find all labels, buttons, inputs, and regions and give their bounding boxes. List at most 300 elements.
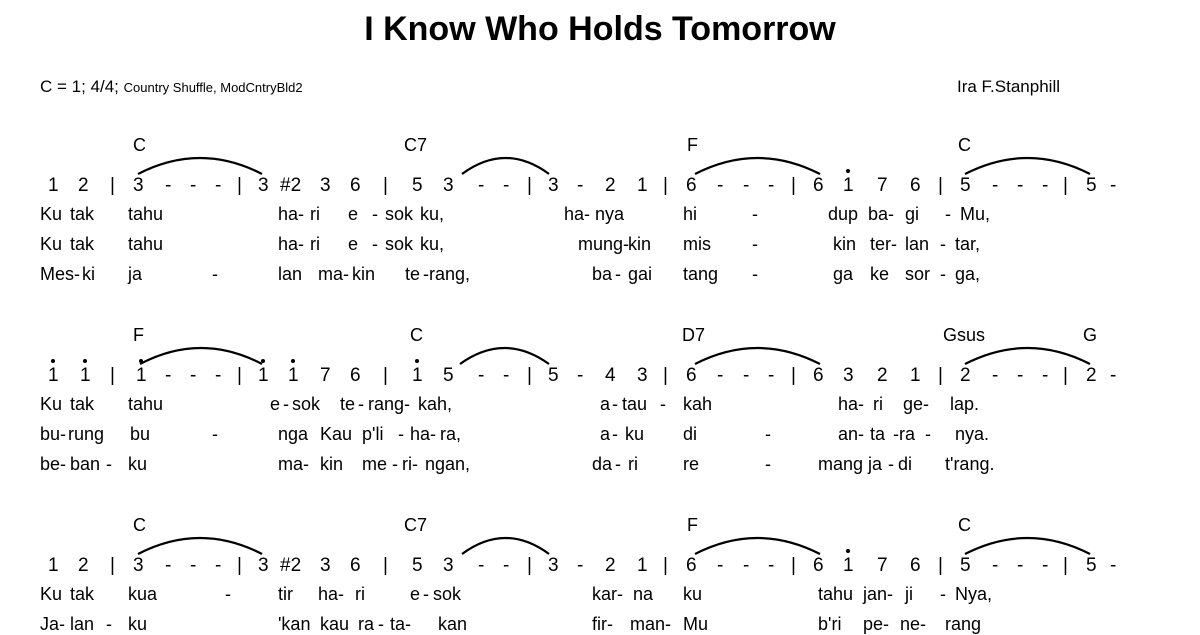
lyric-syllable: bu bbox=[130, 424, 151, 444]
slur bbox=[965, 348, 1090, 364]
lyric-syllable: jan- bbox=[863, 584, 894, 604]
octave-dot-above bbox=[415, 359, 419, 363]
lyric-syllable: -rang, bbox=[423, 264, 471, 284]
composer: Ira F.Stanphill bbox=[957, 77, 1060, 96]
note-number: 5 bbox=[1086, 555, 1097, 576]
lyric-syllable: ban bbox=[70, 454, 101, 474]
note-number: #2 bbox=[280, 175, 302, 196]
note-number: - bbox=[743, 555, 750, 576]
lyric-syllable: - bbox=[612, 394, 618, 414]
note-number: - bbox=[1110, 555, 1117, 576]
lyric-syllable: lan bbox=[278, 264, 303, 284]
lyric-syllable: sor bbox=[905, 264, 931, 284]
lyric-syllable: kah bbox=[683, 394, 713, 414]
lyric-syllable: ra, bbox=[440, 424, 462, 444]
bar-line: | bbox=[663, 365, 668, 386]
lyric-syllable: ki bbox=[82, 264, 95, 284]
note-number: 1 bbox=[910, 365, 921, 386]
lyric-syllable: dup bbox=[828, 204, 859, 224]
note-number: 5 bbox=[960, 175, 971, 196]
lyric-syllable: ne- bbox=[900, 614, 927, 634]
lyric-syllable: -ra bbox=[893, 424, 915, 444]
octave-dot-above bbox=[261, 359, 265, 363]
lyric-syllable: a bbox=[600, 424, 611, 444]
note-number: - bbox=[165, 365, 172, 386]
lyric-syllable: - bbox=[615, 454, 621, 474]
lyric-syllable: Ja- bbox=[40, 614, 66, 634]
note-number: 2 bbox=[877, 365, 888, 386]
slur bbox=[695, 538, 820, 554]
note-number: - bbox=[478, 365, 485, 386]
bar-line: | bbox=[110, 175, 115, 196]
lyric-syllable: me bbox=[362, 454, 388, 474]
lyric-syllable: be- bbox=[40, 454, 67, 474]
lyric-syllable: ter- bbox=[870, 234, 897, 254]
lyric-syllable: ta bbox=[870, 424, 886, 444]
lyric-syllable: - bbox=[392, 454, 398, 474]
lyric-syllable: ge- bbox=[903, 394, 930, 414]
lyric-syllable: - bbox=[372, 234, 378, 254]
lyric-syllable: tang bbox=[683, 264, 719, 284]
note-number: 7 bbox=[877, 175, 888, 196]
lyric-syllable: ngan, bbox=[425, 454, 471, 474]
note-number: - bbox=[1017, 365, 1024, 386]
lyric-syllable: nya bbox=[595, 204, 625, 224]
bar-line: | bbox=[110, 555, 115, 576]
lyric-syllable: kar- bbox=[592, 584, 623, 604]
note-number: 2 bbox=[605, 555, 616, 576]
lyric-syllable: ke bbox=[870, 264, 890, 284]
lyric-syllable: - bbox=[752, 204, 758, 224]
note-number: 6 bbox=[910, 175, 921, 196]
lyric-syllable: mis bbox=[683, 234, 711, 254]
note-number: 1 bbox=[412, 365, 423, 386]
bar-line: | bbox=[791, 555, 796, 576]
slur bbox=[965, 158, 1090, 174]
bar-line: | bbox=[1063, 555, 1068, 576]
note-number: - bbox=[1017, 175, 1024, 196]
lyric-syllable: - bbox=[752, 234, 758, 254]
lyric-syllable: - bbox=[615, 264, 621, 284]
lyric-syllable: rang bbox=[945, 614, 982, 634]
note-number: 5 bbox=[412, 175, 423, 196]
lyric-syllable: - bbox=[398, 424, 404, 444]
lyric-syllable: tar, bbox=[955, 234, 981, 254]
lyric-syllable: - bbox=[612, 424, 618, 444]
lyric-syllable: - bbox=[212, 264, 218, 284]
note-number: - bbox=[190, 365, 197, 386]
note-number: 5 bbox=[412, 555, 423, 576]
chord-symbol: C7 bbox=[404, 515, 428, 535]
lyric-syllable: ri bbox=[310, 234, 320, 254]
lyric-syllable: kua bbox=[128, 584, 158, 604]
lyric-syllable: - bbox=[283, 394, 289, 414]
note-number: 1 bbox=[637, 555, 648, 576]
note-number: 6 bbox=[686, 365, 697, 386]
lyric-syllable: tir bbox=[278, 584, 293, 604]
lyric-syllable: - bbox=[945, 204, 951, 224]
note-number: 3 bbox=[320, 555, 331, 576]
chord-symbol: C bbox=[133, 515, 146, 535]
lyric-syllable: tau bbox=[622, 394, 648, 414]
note-number: 3 bbox=[843, 365, 854, 386]
octave-dot-above bbox=[139, 359, 143, 363]
chord-symbol: F bbox=[133, 325, 144, 345]
lyric-syllable: bu- bbox=[40, 424, 67, 444]
bar-line: | bbox=[237, 365, 242, 386]
bar-line: | bbox=[237, 175, 242, 196]
lyric-syllable: ku bbox=[683, 584, 703, 604]
note-number: 6 bbox=[686, 175, 697, 196]
note-number: - bbox=[215, 175, 222, 196]
lyric-syllable: fir- bbox=[592, 614, 613, 634]
lyric-syllable: ji bbox=[905, 584, 913, 604]
chord-symbol: C7 bbox=[404, 135, 428, 155]
lyric-syllable: ku, bbox=[420, 204, 445, 224]
lyric-syllable: kin bbox=[320, 454, 344, 474]
lyric-syllable: ha- bbox=[410, 424, 437, 444]
lyric-syllable: - bbox=[378, 614, 384, 634]
note-number: - bbox=[1042, 555, 1049, 576]
note-number: - bbox=[190, 555, 197, 576]
bar-line: | bbox=[938, 365, 943, 386]
lyric-syllable: ga bbox=[833, 264, 854, 284]
note-number: 3 bbox=[443, 555, 454, 576]
key-meter-text: C = 1; 4/4; bbox=[40, 77, 119, 96]
lyric-syllable: Ku bbox=[40, 234, 63, 254]
lyric-syllable: ha- bbox=[278, 204, 305, 224]
note-number: 3 bbox=[443, 175, 454, 196]
note-number: 3 bbox=[133, 555, 144, 576]
octave-dot-above bbox=[846, 169, 850, 173]
lyric-syllable: ja bbox=[868, 454, 883, 474]
slur bbox=[462, 158, 549, 174]
note-number: 6 bbox=[350, 365, 361, 386]
lyric-syllable: kin bbox=[628, 234, 652, 254]
bar-line: | bbox=[1063, 365, 1068, 386]
bar-line: | bbox=[237, 555, 242, 576]
note-number: - bbox=[992, 555, 999, 576]
note-number: 5 bbox=[443, 365, 454, 386]
note-number: 3 bbox=[258, 555, 269, 576]
note-number: 6 bbox=[813, 365, 824, 386]
note-number: #2 bbox=[280, 555, 302, 576]
note-number: 1 bbox=[637, 175, 648, 196]
lyric-syllable: - bbox=[940, 234, 946, 254]
chord-symbol: C bbox=[958, 135, 971, 155]
slur bbox=[140, 348, 262, 364]
lyric-syllable: tak bbox=[70, 584, 95, 604]
note-number: 6 bbox=[350, 555, 361, 576]
note-number: - bbox=[215, 365, 222, 386]
lyric-syllable: e bbox=[348, 204, 359, 224]
lyric-syllable: ri bbox=[628, 454, 638, 474]
lyric-syllable: kau bbox=[320, 614, 350, 634]
slur bbox=[460, 348, 549, 364]
note-number: 6 bbox=[910, 555, 921, 576]
note-number: - bbox=[992, 175, 999, 196]
note-number: 5 bbox=[960, 555, 971, 576]
lyric-syllable: Ku bbox=[40, 204, 63, 224]
bar-line: | bbox=[663, 175, 668, 196]
note-number: 1 bbox=[843, 555, 854, 576]
lyric-syllable: te bbox=[340, 394, 356, 414]
lyric-syllable: tak bbox=[70, 394, 95, 414]
note-number: 1 bbox=[48, 365, 59, 386]
note-number: 4 bbox=[605, 365, 616, 386]
lyric-syllable: ba bbox=[592, 264, 613, 284]
lyric-syllable: mang bbox=[818, 454, 864, 474]
lyric-syllable: na bbox=[633, 584, 654, 604]
lyric-syllable: an- bbox=[838, 424, 865, 444]
chord-symbol: C bbox=[410, 325, 423, 345]
bar-line: | bbox=[791, 175, 796, 196]
lyric-syllable: ku, bbox=[420, 234, 445, 254]
note-number: 3 bbox=[320, 175, 331, 196]
note-number: 6 bbox=[813, 555, 824, 576]
bar-line: | bbox=[383, 175, 388, 196]
lyric-syllable: Ku bbox=[40, 394, 63, 414]
chord-symbol: C bbox=[133, 135, 146, 155]
bar-line: | bbox=[383, 365, 388, 386]
lyric-syllable: - bbox=[752, 264, 758, 284]
note-number: 7 bbox=[877, 555, 888, 576]
lyric-syllable: di bbox=[683, 424, 698, 444]
lyric-syllable: lap. bbox=[950, 394, 980, 414]
note-number: - bbox=[478, 175, 485, 196]
lyric-syllable: kin bbox=[352, 264, 376, 284]
lyric-syllable: pe- bbox=[863, 614, 890, 634]
note-number: 5 bbox=[548, 365, 559, 386]
note-number: 3 bbox=[548, 175, 559, 196]
lyric-syllable: tahu bbox=[128, 204, 164, 224]
note-number: - bbox=[717, 365, 724, 386]
note-number: 2 bbox=[605, 175, 616, 196]
song-title: I Know Who Holds Tomorrow bbox=[364, 10, 836, 48]
lyric-syllable: ha- bbox=[318, 584, 345, 604]
note-number: 3 bbox=[637, 365, 648, 386]
note-number: - bbox=[1017, 555, 1024, 576]
lyric-syllable: p'li bbox=[362, 424, 384, 444]
slur bbox=[138, 158, 262, 174]
note-number: 2 bbox=[78, 175, 89, 196]
lyric-syllable: ga, bbox=[955, 264, 981, 284]
lyric-syllable: ri bbox=[355, 584, 365, 604]
lyric-syllable: - bbox=[372, 204, 378, 224]
note-number: - bbox=[743, 175, 750, 196]
bar-line: | bbox=[527, 365, 532, 386]
lyric-syllable: - bbox=[888, 454, 894, 474]
style-note: Country Shuffle, ModCntryBld2 bbox=[123, 80, 303, 95]
lyric-syllable: tak bbox=[70, 234, 95, 254]
bar-line: | bbox=[383, 555, 388, 576]
lyric-syllable: t'rang. bbox=[945, 454, 995, 474]
lyric-syllable: Kau bbox=[320, 424, 353, 444]
lyric-syllable: ku bbox=[128, 614, 148, 634]
note-number: 1 bbox=[48, 175, 59, 196]
lyric-syllable: - bbox=[940, 584, 946, 604]
note-number: - bbox=[577, 555, 584, 576]
octave-dot-above bbox=[846, 549, 850, 553]
note-number: - bbox=[768, 555, 775, 576]
lyric-syllable: ha- bbox=[278, 234, 305, 254]
bar-line: | bbox=[791, 365, 796, 386]
note-number: 2 bbox=[960, 365, 971, 386]
lyric-syllable: ba- bbox=[868, 204, 895, 224]
lyric-syllable: kan bbox=[438, 614, 468, 634]
lyric-syllable: tahu bbox=[128, 394, 164, 414]
lyric-syllable: tahu bbox=[818, 584, 854, 604]
lyric-syllable: sok bbox=[433, 584, 462, 604]
lyric-syllable: Ku bbox=[40, 584, 63, 604]
note-number: - bbox=[503, 555, 510, 576]
chord-symbol: D7 bbox=[682, 325, 706, 345]
note-number: - bbox=[768, 175, 775, 196]
lyric-syllable: sok bbox=[385, 204, 414, 224]
note-number: 1 bbox=[843, 175, 854, 196]
lyric-syllable: ku bbox=[128, 454, 148, 474]
note-number: - bbox=[1042, 175, 1049, 196]
lyric-syllable: hi bbox=[683, 204, 698, 224]
note-number: - bbox=[717, 175, 724, 196]
lyric-syllable: ma- bbox=[278, 454, 309, 474]
lyric-syllable: Mes- bbox=[40, 264, 80, 284]
slur bbox=[695, 348, 820, 364]
lyric-syllable: sok bbox=[292, 394, 321, 414]
lyric-syllable: e bbox=[348, 234, 359, 254]
note-number: - bbox=[1110, 175, 1117, 196]
lyric-syllable: gi bbox=[905, 204, 920, 224]
chord-symbol: F bbox=[687, 135, 698, 155]
lyric-syllable: - bbox=[358, 394, 364, 414]
note-number: 2 bbox=[1086, 365, 1097, 386]
note-number: 1 bbox=[80, 365, 91, 386]
note-number: 6 bbox=[350, 175, 361, 196]
slur bbox=[965, 538, 1090, 554]
lyric-syllable: ri bbox=[873, 394, 883, 414]
note-number: 5 bbox=[1086, 175, 1097, 196]
lyric-syllable: sok bbox=[385, 234, 414, 254]
bar-line: | bbox=[110, 365, 115, 386]
note-number: - bbox=[992, 365, 999, 386]
note-number: 1 bbox=[258, 365, 269, 386]
lyric-syllable: - bbox=[660, 394, 666, 414]
note-number: 1 bbox=[288, 365, 299, 386]
lyric-syllable: ri bbox=[310, 204, 320, 224]
lyric-syllable: e bbox=[410, 584, 421, 604]
lyric-syllable: - bbox=[940, 264, 946, 284]
slur bbox=[695, 158, 820, 174]
lyric-syllable: Mu, bbox=[960, 204, 991, 224]
lyric-syllable: ta- bbox=[390, 614, 412, 634]
slur bbox=[462, 538, 549, 554]
chord-symbol: F bbox=[687, 515, 698, 535]
lyric-syllable: b'ri bbox=[818, 614, 842, 634]
note-number: 7 bbox=[320, 365, 331, 386]
note-number: - bbox=[743, 365, 750, 386]
note-number: - bbox=[165, 555, 172, 576]
key-signature bbox=[40, 77, 303, 97]
lyric-syllable: lan bbox=[905, 234, 930, 254]
lyric-syllable: ha- bbox=[564, 204, 591, 224]
note-number: - bbox=[165, 175, 172, 196]
bar-line: | bbox=[527, 175, 532, 196]
note-number: - bbox=[478, 555, 485, 576]
lyric-syllable: ha- bbox=[838, 394, 865, 414]
bar-line: | bbox=[938, 175, 943, 196]
lyric-syllable: 'kan bbox=[278, 614, 311, 634]
bar-line: | bbox=[1063, 175, 1068, 196]
lyric-syllable: ri- bbox=[402, 454, 418, 474]
lyric-syllable: te bbox=[405, 264, 421, 284]
lyric-syllable: man- bbox=[630, 614, 672, 634]
note-number: - bbox=[577, 175, 584, 196]
lyric-syllable: da bbox=[592, 454, 613, 474]
note-number: - bbox=[577, 365, 584, 386]
note-number: - bbox=[768, 365, 775, 386]
lyric-syllable: - bbox=[106, 614, 112, 634]
lyric-syllable: rung bbox=[68, 424, 105, 444]
lyric-syllable: - bbox=[765, 454, 771, 474]
lyric-syllable: ja bbox=[128, 264, 143, 284]
note-number: - bbox=[1042, 365, 1049, 386]
note-number: 3 bbox=[258, 175, 269, 196]
bar-line: | bbox=[663, 555, 668, 576]
lyric-syllable: ma- bbox=[318, 264, 349, 284]
octave-dot-above bbox=[291, 359, 295, 363]
lyric-syllable: - bbox=[212, 424, 218, 444]
lyric-syllable: lan bbox=[70, 614, 95, 634]
lyric-syllable: - bbox=[106, 454, 112, 474]
note-number: 3 bbox=[548, 555, 559, 576]
note-number: - bbox=[503, 365, 510, 386]
lyric-syllable: tak bbox=[70, 204, 95, 224]
lyric-syllable: - bbox=[765, 424, 771, 444]
lyric-syllable: di bbox=[898, 454, 913, 474]
note-number: 1 bbox=[136, 365, 147, 386]
octave-dot-above bbox=[83, 359, 87, 363]
lyric-syllable: mung- bbox=[578, 234, 630, 254]
lyric-syllable: kin bbox=[833, 234, 857, 254]
lyric-syllable: - bbox=[925, 424, 931, 444]
lyric-syllable: - bbox=[423, 584, 429, 604]
lyric-syllable: rang- bbox=[368, 394, 411, 414]
chord-symbol: C bbox=[958, 515, 971, 535]
note-number: 2 bbox=[78, 555, 89, 576]
octave-dot-above bbox=[51, 359, 55, 363]
slur bbox=[138, 538, 262, 554]
bar-line: | bbox=[938, 555, 943, 576]
note-number: 3 bbox=[133, 175, 144, 196]
note-number: 6 bbox=[813, 175, 824, 196]
lyric-syllable: tahu bbox=[128, 234, 164, 254]
lyric-syllable: gai bbox=[628, 264, 653, 284]
lyric-syllable: nga bbox=[278, 424, 309, 444]
lyric-syllable: Mu bbox=[683, 614, 709, 634]
lyric-syllable: kah, bbox=[418, 394, 453, 414]
lyric-syllable: re bbox=[683, 454, 700, 474]
lyric-syllable: Nya, bbox=[955, 584, 993, 604]
note-number: - bbox=[190, 175, 197, 196]
bar-line: | bbox=[527, 555, 532, 576]
note-number: - bbox=[1110, 365, 1117, 386]
note-number: - bbox=[717, 555, 724, 576]
lyric-syllable: nya. bbox=[955, 424, 990, 444]
note-number: - bbox=[503, 175, 510, 196]
lyric-syllable: - bbox=[225, 584, 231, 604]
lyric-syllable: a bbox=[600, 394, 611, 414]
lyric-syllable: ku bbox=[625, 424, 645, 444]
